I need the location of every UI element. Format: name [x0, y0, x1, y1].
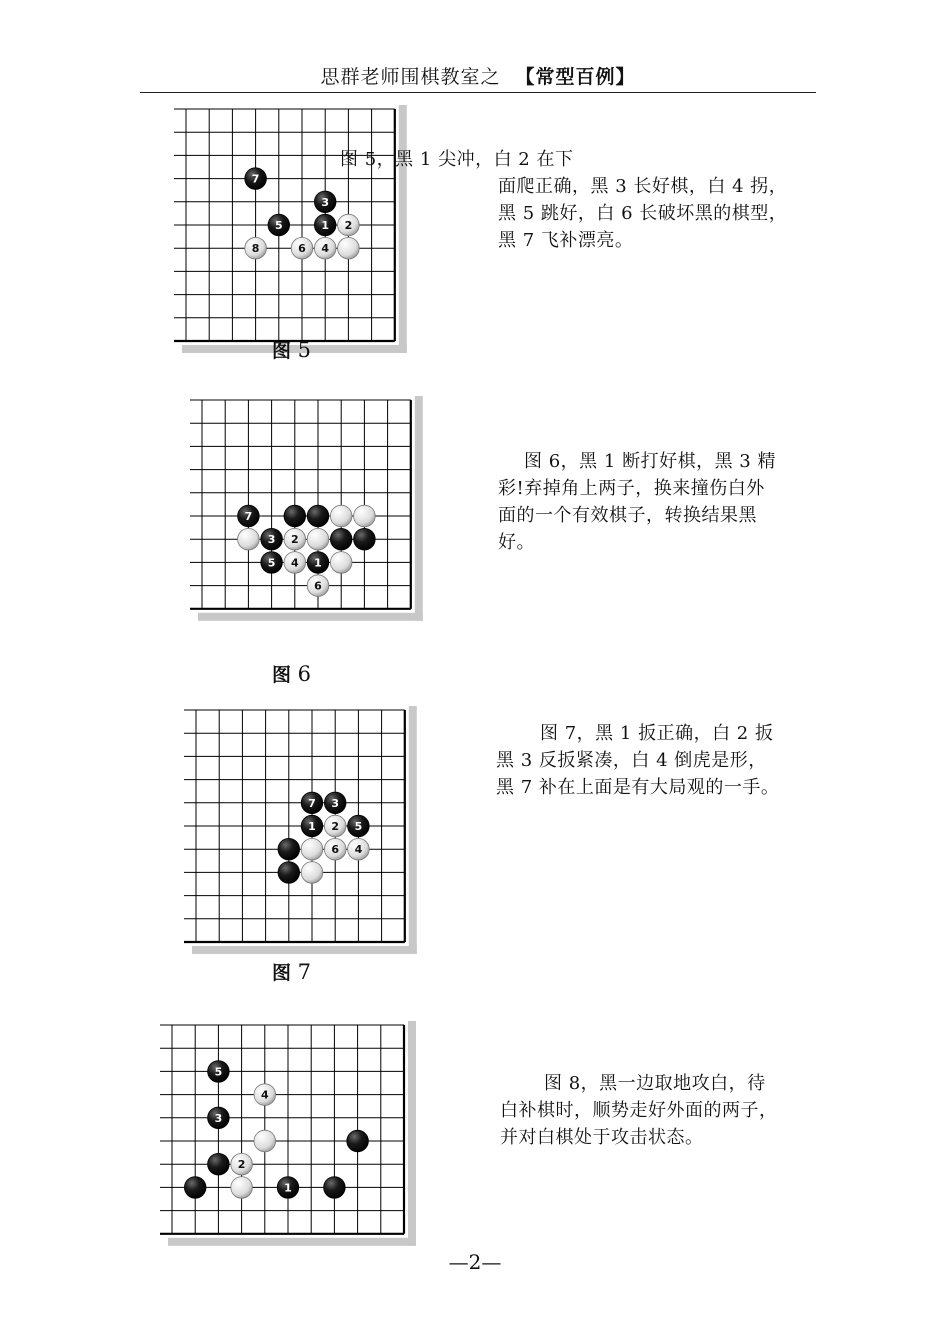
black-stone: [184, 1177, 206, 1199]
black-stone: [208, 1061, 230, 1083]
header-title: 思群老师围棋教室之: [320, 66, 501, 88]
commentary-line: 黑 5 跳好，白 6 长破坏黑的棋型，: [498, 203, 788, 224]
move-number: 3: [331, 796, 340, 810]
move-number: 1: [314, 556, 322, 570]
black-stone: [261, 528, 283, 550]
board-frame-right: [409, 706, 417, 954]
white-stone: [307, 528, 329, 550]
caption-number: 7: [297, 960, 312, 984]
caption-number: 5: [297, 338, 312, 362]
commentary-fig8: [500, 1070, 778, 1151]
white-stone: [231, 1177, 253, 1199]
move-number: 6: [314, 579, 322, 593]
black-stone: [238, 505, 260, 527]
black-stone: [314, 214, 336, 236]
white-stone: [307, 575, 329, 597]
black-stone: [208, 1153, 230, 1175]
black-stone: [261, 552, 283, 574]
commentary-line: 白补棋时，顺势走好外面的两子，: [500, 1100, 778, 1121]
white-stone: [348, 838, 370, 860]
move-number: 7: [251, 172, 260, 186]
move-number: 5: [354, 820, 363, 834]
white-stone: [330, 505, 352, 527]
header-subtitle: 【常型百例】: [515, 66, 636, 88]
commentary-line: 面爬正确，黑 3 长好棋，白 4 拐，: [498, 176, 788, 197]
move-number: 4: [260, 1088, 269, 1102]
move-number: 3: [214, 1111, 223, 1125]
move-number: 3: [321, 195, 330, 209]
white-stone: [238, 528, 260, 550]
white-stone: [354, 505, 376, 527]
commentary-line: 黑 7 补在上面是有大局观的一手。: [496, 777, 780, 798]
commentary-fig6: [498, 448, 776, 556]
board-frame-bottom: [168, 1238, 416, 1246]
move-number: 5: [274, 219, 283, 233]
page-number: —2—: [448, 1250, 502, 1274]
commentary-line: 好。: [498, 532, 535, 553]
caption-fig6: [272, 660, 311, 687]
move-number: 4: [321, 242, 330, 256]
white-stone: [254, 1084, 276, 1106]
caption-fig7: [272, 958, 311, 985]
black-stone: [278, 838, 300, 860]
white-stone: [301, 838, 323, 860]
commentary-line: 图 7，黑 1 扳正确，白 2 扳: [540, 723, 774, 744]
caption-prefix: 图: [272, 962, 292, 984]
move-number: 6: [298, 242, 306, 256]
caption-prefix: 图: [272, 664, 292, 686]
commentary-fig5: [340, 146, 787, 254]
black-stone: [324, 792, 346, 814]
move-number: 4: [290, 556, 299, 570]
white-stone: [284, 552, 306, 574]
board-frame-right: [415, 396, 423, 621]
board-frame-bottom: [192, 946, 417, 954]
move-number: 1: [284, 1181, 292, 1195]
black-stone: [307, 505, 329, 527]
commentary-line: 黑 3 反扳紧凑，白 4 倒虎是形，: [496, 750, 767, 771]
white-stone: [324, 815, 346, 837]
caption-fig5: [272, 336, 311, 363]
commentary-line: 图 8，黑一边取地攻白，待: [544, 1073, 766, 1094]
move-number: 4: [354, 843, 363, 857]
go-board-fig7: [160, 700, 435, 972]
white-stone: [301, 862, 323, 884]
move-number: 5: [267, 556, 276, 570]
move-number: 2: [290, 533, 299, 547]
white-stone: [231, 1153, 253, 1175]
black-stone: [347, 1130, 369, 1152]
move-number: 1: [308, 820, 316, 834]
caption-prefix: 图: [272, 340, 292, 362]
board-svg: [186, 384, 441, 639]
commentary-fig7: [496, 720, 779, 801]
black-stone: [307, 552, 329, 574]
black-stone: [278, 862, 300, 884]
board-svg: [160, 700, 435, 972]
move-number: 8: [251, 242, 260, 256]
commentary-line: 并对白棋处于攻击状态。: [500, 1127, 704, 1148]
page-header: [140, 62, 816, 93]
black-stone: [301, 792, 323, 814]
white-stone: [245, 237, 267, 259]
white-stone: [324, 838, 346, 860]
black-stone: [277, 1177, 299, 1199]
move-number: 3: [267, 533, 276, 547]
white-stone: [291, 237, 313, 259]
move-number: 2: [344, 219, 353, 233]
black-stone: [314, 191, 336, 213]
board-frame-bottom: [198, 613, 423, 621]
white-stone: [330, 552, 352, 574]
commentary-line: 图 6，黑 1 断打好棋，黑 3 精: [524, 451, 776, 472]
black-stone: [354, 528, 376, 550]
move-number: 2: [331, 820, 340, 834]
black-stone: [301, 815, 323, 837]
black-stone: [284, 505, 306, 527]
commentary-line: 面的一个有效棋子，转换结果黑: [498, 505, 757, 526]
black-stone: [245, 168, 267, 190]
black-stone: [324, 1177, 346, 1199]
commentary-line: 黑 7 飞补漂亮。: [498, 230, 634, 251]
caption-number: 6: [297, 662, 312, 686]
go-board-fig6: [186, 384, 441, 639]
move-number: 7: [308, 796, 316, 810]
board-frame-right: [408, 1021, 416, 1246]
board-svg: [160, 1018, 434, 1264]
commentary-line: 图 5，黑 1 尖冲，白 2 在下: [340, 149, 574, 170]
black-stone: [208, 1107, 230, 1129]
white-stone: [254, 1130, 276, 1152]
move-number: 1: [321, 219, 330, 233]
move-number: 2: [237, 1158, 246, 1172]
move-number: 7: [244, 509, 253, 523]
move-number: 5: [214, 1065, 223, 1079]
black-stone: [268, 214, 290, 236]
move-number: 6: [331, 843, 340, 857]
white-stone: [284, 528, 306, 550]
commentary-line: 彩!弃掉角上两子，换来撞伤白外: [498, 478, 765, 499]
black-stone: [348, 815, 370, 837]
go-board-fig8: [160, 1018, 434, 1264]
white-stone: [314, 237, 336, 259]
black-stone: [330, 528, 352, 550]
